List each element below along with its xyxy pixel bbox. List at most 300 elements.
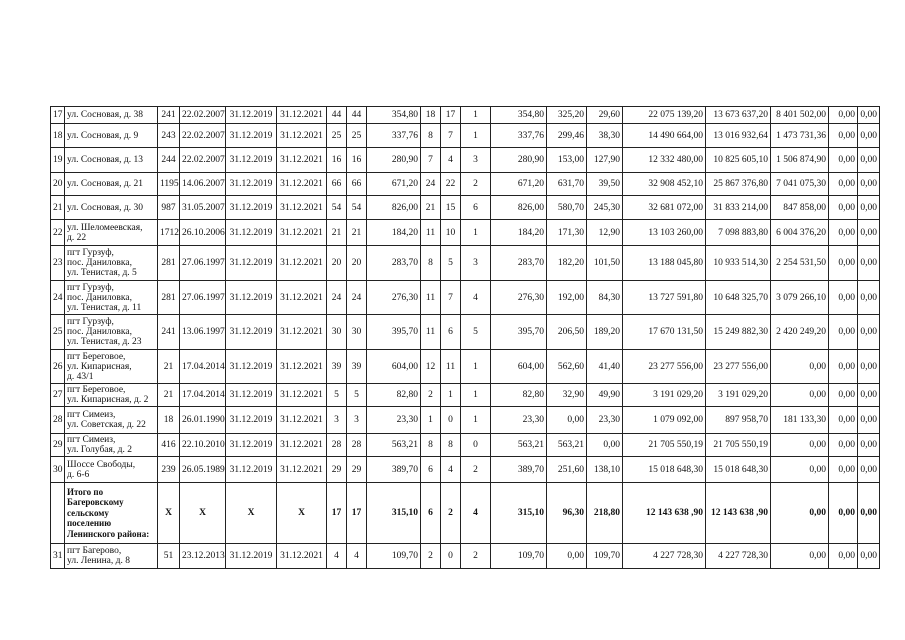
- cell-cost-federal: 10 648 325,70: [706, 281, 771, 315]
- address-line: Ленинского района:: [67, 528, 150, 539]
- cell-row-number: 26: [51, 350, 65, 384]
- cell-cost-local: 0,00: [829, 173, 858, 196]
- cell-cost-local: 0,00: [829, 544, 858, 569]
- cell-area-code: 1195: [158, 173, 180, 196]
- cell-apartments-total: 2: [421, 544, 441, 569]
- cell-cost-other: 0,00: [858, 124, 880, 148]
- cell-cost-regional: 0,00: [771, 384, 829, 407]
- cell-date-end: 31.12.2021: [277, 281, 327, 315]
- cell-area-relocated: 280,90: [491, 148, 547, 173]
- cell-cost-other: 0,00: [858, 384, 880, 407]
- address-line: ул. Кипарисная,: [67, 361, 132, 372]
- cell-row-number: 18: [51, 124, 65, 148]
- cell-cost-regional: 7 041 075,30: [771, 173, 829, 196]
- address-line: сельскому: [67, 507, 109, 518]
- cell-date-end: 31.12.2021: [277, 544, 327, 569]
- cell-area-total: 671,20: [367, 173, 421, 196]
- cell-date-doc: 17.04.2014: [180, 384, 226, 407]
- address-line: ул. Советская, д. 22: [67, 420, 146, 430]
- cell-cost-regional: 2 254 531,50: [771, 246, 829, 281]
- cell-apartments-private: 15: [441, 196, 461, 220]
- cell-area-relocated: 109,70: [491, 544, 547, 569]
- cell-date-end: 31.12.2021: [277, 407, 327, 434]
- cell-area-total: 604,00: [367, 350, 421, 384]
- cell-date-end: 31.12.2021: [277, 220, 327, 246]
- cell-date-doc: 22.02.2007: [180, 124, 226, 148]
- cell-row-number: 20: [51, 173, 65, 196]
- cell-cost-local: 0,00: [829, 281, 858, 315]
- cell-address: [65, 544, 158, 569]
- address-line: д. 6-6: [67, 469, 90, 480]
- cell-area-code: 243: [158, 124, 180, 148]
- cell-area-total: 826,00: [367, 196, 421, 220]
- table-row: [51, 407, 880, 434]
- cell-row-number: 22: [51, 220, 65, 246]
- cell-cost-regional: 6 004 376,20: [771, 220, 829, 246]
- cell-cost-federal: 12 143 638 ,90: [706, 483, 771, 544]
- cell-date-plan: 31.12.2019: [226, 173, 277, 196]
- address-line: ул. Тенистая, д. 11: [67, 302, 142, 313]
- cell-area-private: 299,46: [547, 124, 587, 148]
- address-line: пгт Симеиз,: [67, 435, 116, 445]
- cell-cost-total: 32 908 452,10: [623, 173, 706, 196]
- cell-residents-relocated: 4: [347, 544, 367, 569]
- cell-residents-total: 25: [327, 124, 347, 148]
- cell-cost-federal: 3 191 029,20: [706, 384, 771, 407]
- address-line: ул. Сосновая, д. 9: [67, 130, 139, 141]
- cell-residents-relocated: 17: [347, 483, 367, 544]
- cell-area-private: 192,00: [547, 281, 587, 315]
- cell-area-private: 96,30: [547, 483, 587, 544]
- cell-area-relocated: 671,20: [491, 173, 547, 196]
- cell-area-total: 184,20: [367, 220, 421, 246]
- cell-area-private: 0,00: [547, 407, 587, 434]
- cell-area-private: 153,00: [547, 148, 587, 173]
- housing-registry-table: [50, 106, 880, 569]
- cell-area-private: 182,20: [547, 246, 587, 281]
- cell-area-code: 244: [158, 148, 180, 173]
- cell-date-doc: X: [180, 483, 226, 544]
- cell-area-private: 631,70: [547, 173, 587, 196]
- cell-area-relocated: 563,21: [491, 434, 547, 457]
- cell-row-number: 31: [51, 544, 65, 569]
- cell-row-number: 24: [51, 281, 65, 315]
- cell-date-plan: 31.12.2019: [226, 281, 277, 315]
- cell-area-municipal: 23,30: [587, 407, 623, 434]
- cell-area-code: 241: [158, 107, 180, 124]
- cell-date-doc: 22.10.2010: [180, 434, 226, 457]
- cell-apartments-total: 8: [421, 124, 441, 148]
- cell-address: [65, 246, 158, 281]
- address-line: ул. Тенистая, д. 5: [67, 268, 137, 278]
- cell-address: [65, 350, 158, 384]
- cell-date-plan: 31.12.2019: [226, 350, 277, 384]
- address-line: д. 22: [67, 232, 87, 243]
- cell-cost-other: 0,00: [858, 350, 880, 384]
- cell-area-code: 239: [158, 457, 180, 483]
- cell-address: [65, 196, 158, 220]
- cell-row-number: 23: [51, 246, 65, 281]
- cell-cost-other: 0,00: [858, 315, 880, 350]
- cell-area-relocated: 395,70: [491, 315, 547, 350]
- cell-apartments-municipal: 2: [461, 457, 491, 483]
- cell-cost-other: 0,00: [858, 196, 880, 220]
- cell-area-municipal: 138,10: [587, 457, 623, 483]
- cell-area-municipal: 39,50: [587, 173, 623, 196]
- cell-address: [65, 315, 158, 350]
- cell-date-doc: 14.06.2007: [180, 173, 226, 196]
- cell-area-private: 562,60: [547, 350, 587, 384]
- cell-date-doc: 17.04.2014: [180, 350, 226, 384]
- table-row: [51, 315, 880, 350]
- cell-area-municipal: 29,60: [587, 107, 623, 124]
- cell-cost-regional: 3 079 266,10: [771, 281, 829, 315]
- cell-cost-federal: 13 673 637,20: [706, 107, 771, 124]
- cell-cost-local: 0,00: [829, 384, 858, 407]
- cell-cost-other: 0,00: [858, 434, 880, 457]
- cell-date-doc: 23.12.2013: [180, 544, 226, 569]
- cell-cost-total: 15 018 648,30: [623, 457, 706, 483]
- table-row: [51, 281, 880, 315]
- cell-residents-total: 20: [327, 246, 347, 281]
- cell-residents-total: 28: [327, 434, 347, 457]
- cell-area-code: 416: [158, 434, 180, 457]
- cell-residents-total: 39: [327, 350, 347, 384]
- cell-date-end: 31.12.2021: [277, 384, 327, 407]
- cell-apartments-private: 4: [441, 148, 461, 173]
- cell-cost-federal: 7 098 883,80: [706, 220, 771, 246]
- cell-cost-federal: 15 018 648,30: [706, 457, 771, 483]
- cell-apartments-private: 5: [441, 246, 461, 281]
- cell-date-plan: 31.12.2019: [226, 107, 277, 124]
- cell-address: [65, 407, 158, 434]
- cell-area-code: X: [158, 483, 180, 544]
- cell-cost-total: 21 705 550,19: [623, 434, 706, 457]
- cell-cost-local: 0,00: [829, 107, 858, 124]
- cell-cost-total: 4 227 728,30: [623, 544, 706, 569]
- cell-area-total: 315,10: [367, 483, 421, 544]
- cell-cost-local: 0,00: [829, 350, 858, 384]
- cell-date-end: 31.12.2021: [277, 196, 327, 220]
- cell-date-plan: X: [226, 483, 277, 544]
- cell-cost-regional: 1 506 874,90: [771, 148, 829, 173]
- cell-residents-relocated: 30: [347, 315, 367, 350]
- cell-apartments-private: 4: [441, 457, 461, 483]
- cell-apartments-total: 8: [421, 246, 441, 281]
- cell-area-relocated: 82,80: [491, 384, 547, 407]
- cell-apartments-municipal: 1: [461, 220, 491, 246]
- cell-cost-other: 0,00: [858, 220, 880, 246]
- cell-date-end: 31.12.2021: [277, 246, 327, 281]
- address-line: ул. Сосновая, д. 21: [67, 179, 143, 189]
- cell-date-end: 31.12.2021: [277, 350, 327, 384]
- cell-date-plan: 31.12.2019: [226, 457, 277, 483]
- cell-date-plan: 31.12.2019: [226, 315, 277, 350]
- cell-cost-regional: 0,00: [771, 434, 829, 457]
- cell-apartments-total: 7: [421, 148, 441, 173]
- address-line: д. 43/1: [67, 371, 94, 382]
- cell-area-municipal: 49,90: [587, 384, 623, 407]
- address-line: пгт Симеиз,: [67, 410, 116, 420]
- cell-residents-total: 21: [327, 220, 347, 246]
- cell-apartments-municipal: 1: [461, 407, 491, 434]
- cell-address: [65, 384, 158, 407]
- cell-residents-relocated: 3: [347, 407, 367, 434]
- cell-cost-regional: 847 858,00: [771, 196, 829, 220]
- cell-residents-total: 4: [327, 544, 347, 569]
- cell-area-code: 281: [158, 281, 180, 315]
- cell-address: [65, 124, 158, 148]
- address-line: пос. Даниловка,: [67, 327, 132, 337]
- cell-apartments-municipal: 3: [461, 246, 491, 281]
- cell-date-end: 31.12.2021: [277, 148, 327, 173]
- cell-area-municipal: 189,20: [587, 315, 623, 350]
- cell-date-plan: 31.12.2019: [226, 407, 277, 434]
- address-line: пгт Багерово,: [67, 546, 122, 556]
- cell-cost-total: 32 681 072,00: [623, 196, 706, 220]
- cell-cost-local: 0,00: [829, 124, 858, 148]
- cell-apartments-total: 6: [421, 483, 441, 544]
- cell-residents-total: 44: [327, 107, 347, 124]
- cell-area-code: 21: [158, 350, 180, 384]
- cell-date-end: 31.12.2021: [277, 315, 327, 350]
- cell-residents-total: 29: [327, 457, 347, 483]
- cell-date-end: 31.12.2021: [277, 434, 327, 457]
- cell-area-total: 389,70: [367, 457, 421, 483]
- cell-row-number: 19: [51, 148, 65, 173]
- cell-residents-relocated: 44: [347, 107, 367, 124]
- cell-apartments-private: 6: [441, 315, 461, 350]
- cell-residents-relocated: 29: [347, 457, 367, 483]
- cell-address: [65, 148, 158, 173]
- cell-apartments-total: 1: [421, 407, 441, 434]
- cell-area-municipal: 12,90: [587, 220, 623, 246]
- cell-cost-local: 0,00: [829, 457, 858, 483]
- cell-residents-relocated: 25: [347, 124, 367, 148]
- cell-cost-other: 0,00: [858, 173, 880, 196]
- cell-residents-relocated: 66: [347, 173, 367, 196]
- cell-date-plan: 31.12.2019: [226, 246, 277, 281]
- cell-apartments-municipal: 6: [461, 196, 491, 220]
- cell-date-doc: 13.06.1997: [180, 315, 226, 350]
- cell-cost-regional: 1 473 731,36: [771, 124, 829, 148]
- table-row: [51, 107, 880, 124]
- cell-date-end: 31.12.2021: [277, 107, 327, 124]
- address-line: ул. Кипарисная, д. 2: [67, 395, 149, 405]
- cell-cost-local: 0,00: [829, 220, 858, 246]
- table-row: [51, 196, 880, 220]
- cell-residents-relocated: 20: [347, 246, 367, 281]
- cell-address: [65, 107, 158, 124]
- cell-area-relocated: 184,20: [491, 220, 547, 246]
- cell-cost-local: 0,00: [829, 434, 858, 457]
- cell-cost-total: 12 332 480,00: [623, 148, 706, 173]
- cell-cost-total: 23 277 556,00: [623, 350, 706, 384]
- cell-area-total: 82,80: [367, 384, 421, 407]
- cell-apartments-private: 17: [441, 107, 461, 124]
- address-line: Итого по: [67, 486, 104, 497]
- cell-address: [65, 457, 158, 483]
- cell-cost-total: 13 727 591,80: [623, 281, 706, 315]
- cell-cost-other: 0,00: [858, 407, 880, 434]
- cell-apartments-private: 2: [441, 483, 461, 544]
- cell-cost-other: 0,00: [858, 107, 880, 124]
- cell-row-number: 25: [51, 315, 65, 350]
- cell-date-end: 31.12.2021: [277, 457, 327, 483]
- cell-cost-other: 0,00: [858, 148, 880, 173]
- cell-cost-federal: 23 277 556,00: [706, 350, 771, 384]
- cell-residents-total: 30: [327, 315, 347, 350]
- cell-apartments-municipal: 1: [461, 124, 491, 148]
- cell-apartments-total: 6: [421, 457, 441, 483]
- cell-address: [65, 483, 158, 544]
- cell-row-number: 21: [51, 196, 65, 220]
- cell-cost-local: 0,00: [829, 148, 858, 173]
- cell-area-relocated: 354,80: [491, 107, 547, 124]
- cell-apartments-total: 11: [421, 220, 441, 246]
- cell-apartments-municipal: 2: [461, 173, 491, 196]
- cell-apartments-private: 8: [441, 434, 461, 457]
- cell-apartments-municipal: 1: [461, 350, 491, 384]
- cell-date-plan: 31.12.2019: [226, 124, 277, 148]
- cell-area-total: 395,70: [367, 315, 421, 350]
- cell-cost-regional: 0,00: [771, 483, 829, 544]
- address-line: пгт Береговое,: [67, 385, 126, 395]
- cell-row-number: 27: [51, 384, 65, 407]
- cell-date-plan: 31.12.2019: [226, 148, 277, 173]
- cell-apartments-total: 8: [421, 434, 441, 457]
- cell-area-municipal: 218,80: [587, 483, 623, 544]
- cell-apartments-total: 18: [421, 107, 441, 124]
- cell-address: [65, 173, 158, 196]
- cell-apartments-total: 11: [421, 281, 441, 315]
- table-row: [51, 220, 880, 246]
- cell-cost-total: 12 143 638 ,90: [623, 483, 706, 544]
- cell-cost-federal: 25 867 376,80: [706, 173, 771, 196]
- cell-cost-other: 0,00: [858, 483, 880, 544]
- cell-area-code: 1712: [158, 220, 180, 246]
- cell-area-private: 251,60: [547, 457, 587, 483]
- cell-area-relocated: 826,00: [491, 196, 547, 220]
- cell-date-plan: 31.12.2019: [226, 384, 277, 407]
- cell-date-plan: 31.12.2019: [226, 220, 277, 246]
- cell-cost-total: 1 079 092,00: [623, 407, 706, 434]
- cell-row-number: [51, 483, 65, 544]
- cell-address: [65, 281, 158, 315]
- cell-area-total: 109,70: [367, 544, 421, 569]
- cell-apartments-municipal: 1: [461, 384, 491, 407]
- table-row: [51, 457, 880, 483]
- cell-area-total: 354,80: [367, 107, 421, 124]
- cell-date-doc: 26.05.1989: [180, 457, 226, 483]
- cell-area-municipal: 41,40: [587, 350, 623, 384]
- cell-apartments-municipal: 4: [461, 281, 491, 315]
- address-line: ул. Голубая, д. 2: [67, 445, 132, 455]
- cell-area-code: 241: [158, 315, 180, 350]
- address-line: пгт Гурзуф,: [67, 282, 114, 293]
- cell-cost-regional: 181 133,30: [771, 407, 829, 434]
- cell-area-private: 171,30: [547, 220, 587, 246]
- cell-residents-relocated: 21: [347, 220, 367, 246]
- cell-cost-regional: 0,00: [771, 350, 829, 384]
- cell-date-doc: 31.05.2007: [180, 196, 226, 220]
- cell-date-plan: 31.12.2019: [226, 544, 277, 569]
- cell-apartments-private: 1: [441, 384, 461, 407]
- cell-row-number: 29: [51, 434, 65, 457]
- cell-apartments-private: 11: [441, 350, 461, 384]
- cell-residents-total: 24: [327, 281, 347, 315]
- address-line: ул. Тенистая, д. 23: [67, 337, 142, 347]
- cell-area-total: 337,76: [367, 124, 421, 148]
- cell-apartments-private: 0: [441, 407, 461, 434]
- cell-apartments-municipal: 1: [461, 107, 491, 124]
- cell-cost-total: 22 075 139,20: [623, 107, 706, 124]
- cell-apartments-private: 0: [441, 544, 461, 569]
- cell-cost-total: 14 490 664,00: [623, 124, 706, 148]
- cell-residents-relocated: 5: [347, 384, 367, 407]
- cell-date-doc: 26.01.1990: [180, 407, 226, 434]
- cell-residents-relocated: 54: [347, 196, 367, 220]
- cell-cost-other: 0,00: [858, 281, 880, 315]
- cell-cost-regional: 0,00: [771, 544, 829, 569]
- cell-row-number: 30: [51, 457, 65, 483]
- table-row: [51, 124, 880, 148]
- cell-area-municipal: 245,30: [587, 196, 623, 220]
- cell-residents-total: 16: [327, 148, 347, 173]
- cell-residents-total: 66: [327, 173, 347, 196]
- cell-area-code: 51: [158, 544, 180, 569]
- cell-area-private: 580,70: [547, 196, 587, 220]
- cell-apartments-private: 7: [441, 281, 461, 315]
- cell-row-number: 17: [51, 107, 65, 124]
- cell-apartments-private: 22: [441, 173, 461, 196]
- cell-cost-total: 3 191 029,20: [623, 384, 706, 407]
- table-row: [51, 350, 880, 384]
- cell-residents-total: 17: [327, 483, 347, 544]
- cell-area-municipal: 101,50: [587, 246, 623, 281]
- address-line: ул. Сосновая, д. 38: [67, 110, 143, 120]
- cell-area-municipal: 109,70: [587, 544, 623, 569]
- cell-area-code: 21: [158, 384, 180, 407]
- cell-area-total: 276,30: [367, 281, 421, 315]
- cell-row-number: 28: [51, 407, 65, 434]
- cell-cost-local: 0,00: [829, 483, 858, 544]
- cell-cost-total: 17 670 131,50: [623, 315, 706, 350]
- address-line: ул. Ленина, д. 8: [67, 556, 130, 566]
- cell-cost-federal: 10 825 605,10: [706, 148, 771, 173]
- cell-area-municipal: 84,30: [587, 281, 623, 315]
- table-row: [51, 434, 880, 457]
- cell-cost-local: 0,00: [829, 196, 858, 220]
- cell-cost-regional: 0,00: [771, 457, 829, 483]
- cell-area-municipal: 127,90: [587, 148, 623, 173]
- cell-residents-total: 3: [327, 407, 347, 434]
- cell-cost-local: 0,00: [829, 407, 858, 434]
- cell-apartments-municipal: 4: [461, 483, 491, 544]
- cell-area-relocated: 337,76: [491, 124, 547, 148]
- table-body: [51, 107, 880, 569]
- cell-date-doc: 22.02.2007: [180, 148, 226, 173]
- cell-date-doc: 22.02.2007: [180, 107, 226, 124]
- cell-apartments-private: 10: [441, 220, 461, 246]
- cell-address: [65, 434, 158, 457]
- address-line: Шоссе Свободы,: [67, 459, 136, 470]
- cell-area-total: 563,21: [367, 434, 421, 457]
- cell-area-relocated: 315,10: [491, 483, 547, 544]
- cell-residents-relocated: 16: [347, 148, 367, 173]
- cell-date-end: 31.12.2021: [277, 173, 327, 196]
- cell-cost-federal: 4 227 728,30: [706, 544, 771, 569]
